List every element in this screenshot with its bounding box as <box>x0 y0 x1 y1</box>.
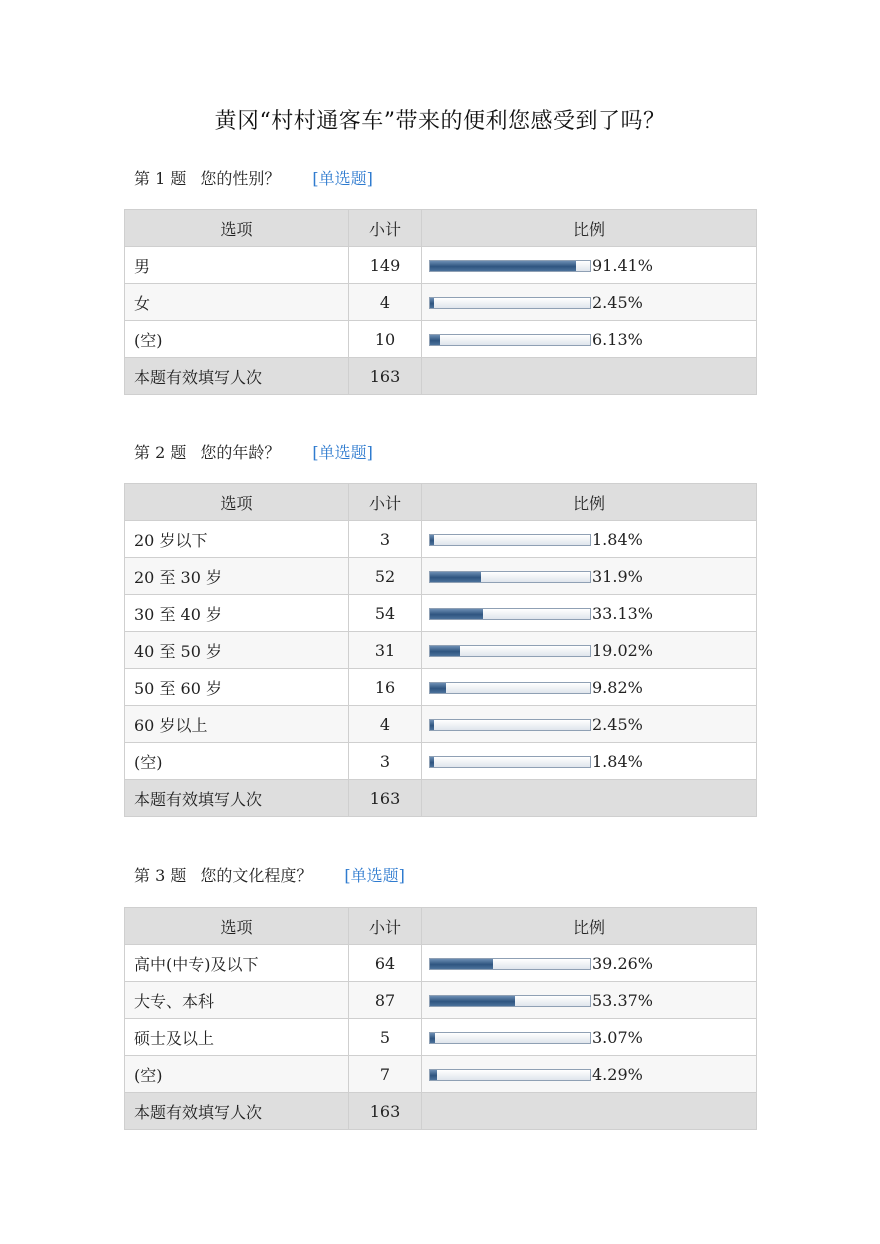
total-row <box>125 780 757 817</box>
percent-label: 39.26% <box>592 954 654 973</box>
ratio-cell <box>422 247 757 284</box>
table-row <box>125 743 757 780</box>
table-row <box>125 321 757 358</box>
option-label: 大专、本科 <box>125 982 349 1019</box>
question-text: 您的文化程度？ <box>200 866 313 885</box>
header-count: 小计 <box>349 908 422 945</box>
percent-label: 33.13% <box>592 604 654 623</box>
ratio-cell <box>422 743 757 780</box>
ratio-cell <box>422 706 757 743</box>
option-label: 20 至 30 岁 <box>125 558 349 595</box>
total-label: 本题有效填写人次 <box>125 1093 349 1130</box>
percent-label: 1.84% <box>592 752 643 771</box>
option-count: 3 <box>349 743 422 780</box>
table-header-row <box>125 908 757 945</box>
percent-bar <box>429 1069 591 1081</box>
percent-label: 9.82% <box>592 678 643 697</box>
percent-bar <box>429 534 591 546</box>
ratio-cell <box>422 632 757 669</box>
percent-label: 6.13% <box>592 330 643 349</box>
total-row <box>125 1093 757 1130</box>
header-ratio: 比例 <box>422 484 757 521</box>
option-count: 64 <box>349 945 422 982</box>
ratio-cell <box>422 669 757 706</box>
ratio-cell <box>422 284 757 321</box>
percent-bar-fill <box>430 535 434 545</box>
question-number: 第 3 题 <box>134 866 187 885</box>
results-table <box>124 483 757 817</box>
option-label: 男 <box>125 247 349 284</box>
total-row <box>125 358 757 395</box>
table-row <box>125 521 757 558</box>
option-label: 硕士及以上 <box>125 1019 349 1056</box>
option-count: 4 <box>349 284 422 321</box>
percent-bar <box>429 958 591 970</box>
option-count: 4 <box>349 706 422 743</box>
ratio-cell <box>422 321 757 358</box>
ratio-cell <box>422 1019 757 1056</box>
question-type-link[interactable]: [单选题] <box>312 169 373 188</box>
total-label: 本题有效填写人次 <box>125 358 349 395</box>
percent-bar <box>429 334 591 346</box>
question-type-link[interactable]: [单选题] <box>344 866 405 885</box>
option-count: 7 <box>349 1056 422 1093</box>
option-count: 52 <box>349 558 422 595</box>
table-row <box>125 247 757 284</box>
table-row <box>125 558 757 595</box>
percent-label: 3.07% <box>592 1028 643 1047</box>
percent-bar <box>429 719 591 731</box>
header-count: 小计 <box>349 210 422 247</box>
percent-bar-fill <box>430 335 440 345</box>
question-type-link[interactable]: [单选题] <box>312 443 373 462</box>
total-label: 本题有效填写人次 <box>125 780 349 817</box>
table-row <box>125 1019 757 1056</box>
total-count: 163 <box>349 358 422 395</box>
option-label: 女 <box>125 284 349 321</box>
question-heading <box>134 863 405 886</box>
option-label: (空) <box>125 1056 349 1093</box>
question-heading <box>134 166 373 189</box>
percent-label: 4.29% <box>592 1065 643 1084</box>
option-count: 31 <box>349 632 422 669</box>
question-heading <box>134 440 373 463</box>
header-option: 选项 <box>125 484 349 521</box>
percent-bar <box>429 260 591 272</box>
option-label: 20 岁以下 <box>125 521 349 558</box>
option-count: 5 <box>349 1019 422 1056</box>
results-table <box>124 907 757 1130</box>
option-count: 87 <box>349 982 422 1019</box>
percent-bar <box>429 571 591 583</box>
percent-label: 91.41% <box>592 256 654 275</box>
option-count: 16 <box>349 669 422 706</box>
ratio-cell <box>422 982 757 1019</box>
percent-label: 2.45% <box>592 293 643 312</box>
table-row <box>125 669 757 706</box>
option-label: (空) <box>125 321 349 358</box>
option-count: 3 <box>349 521 422 558</box>
table-row <box>125 1056 757 1093</box>
table-header-row <box>125 484 757 521</box>
table-row <box>125 982 757 1019</box>
percent-label: 1.84% <box>592 530 643 549</box>
percent-bar <box>429 608 591 620</box>
question-text: 您的年龄？ <box>200 443 281 462</box>
question-text: 您的性别？ <box>200 169 281 188</box>
page-title: 黄冈“村村通客车”带来的便利您感受到了吗？ <box>214 109 666 134</box>
percent-bar-fill <box>430 609 483 619</box>
percent-bar <box>429 297 591 309</box>
ratio-cell <box>422 945 757 982</box>
table-row <box>125 632 757 669</box>
ratio-cell <box>422 521 757 558</box>
total-empty-cell <box>422 358 757 395</box>
ratio-cell <box>422 558 757 595</box>
option-label: 30 至 40 岁 <box>125 595 349 632</box>
total-empty-cell <box>422 1093 757 1130</box>
total-count: 163 <box>349 1093 422 1130</box>
percent-label: 53.37% <box>592 991 654 1010</box>
option-label: (空) <box>125 743 349 780</box>
table-row <box>125 595 757 632</box>
question-number: 第 2 题 <box>134 443 187 462</box>
table-row <box>125 706 757 743</box>
header-ratio: 比例 <box>422 210 757 247</box>
header-option: 选项 <box>125 210 349 247</box>
option-label: 50 至 60 岁 <box>125 669 349 706</box>
header-option: 选项 <box>125 908 349 945</box>
percent-bar-fill <box>430 646 460 656</box>
percent-bar-fill <box>430 996 515 1006</box>
percent-bar <box>429 645 591 657</box>
total-empty-cell <box>422 780 757 817</box>
ratio-cell <box>422 1056 757 1093</box>
percent-bar <box>429 995 591 1007</box>
option-count: 54 <box>349 595 422 632</box>
percent-bar <box>429 756 591 768</box>
percent-bar <box>429 1032 591 1044</box>
header-ratio: 比例 <box>422 908 757 945</box>
percent-bar-fill <box>430 572 481 582</box>
percent-bar-fill <box>430 683 446 693</box>
option-count: 149 <box>349 247 422 284</box>
percent-bar-fill <box>430 720 434 730</box>
results-table <box>124 209 757 395</box>
percent-label: 19.02% <box>592 641 654 660</box>
option-label: 40 至 50 岁 <box>125 632 349 669</box>
percent-bar-fill <box>430 757 434 767</box>
percent-label: 2.45% <box>592 715 643 734</box>
header-count: 小计 <box>349 484 422 521</box>
option-label: 60 岁以上 <box>125 706 349 743</box>
ratio-cell <box>422 595 757 632</box>
percent-bar-fill <box>430 959 493 969</box>
percent-bar-fill <box>430 261 576 271</box>
total-count: 163 <box>349 780 422 817</box>
option-label: 高中(中专)及以下 <box>125 945 349 982</box>
percent-label: 31.9% <box>592 567 643 586</box>
percent-bar <box>429 682 591 694</box>
option-count: 10 <box>349 321 422 358</box>
percent-bar-fill <box>430 1070 437 1080</box>
table-row <box>125 945 757 982</box>
percent-bar-fill <box>430 1033 435 1043</box>
table-row <box>125 284 757 321</box>
table-header-row <box>125 210 757 247</box>
question-number: 第 1 题 <box>134 169 187 188</box>
percent-bar-fill <box>430 298 434 308</box>
